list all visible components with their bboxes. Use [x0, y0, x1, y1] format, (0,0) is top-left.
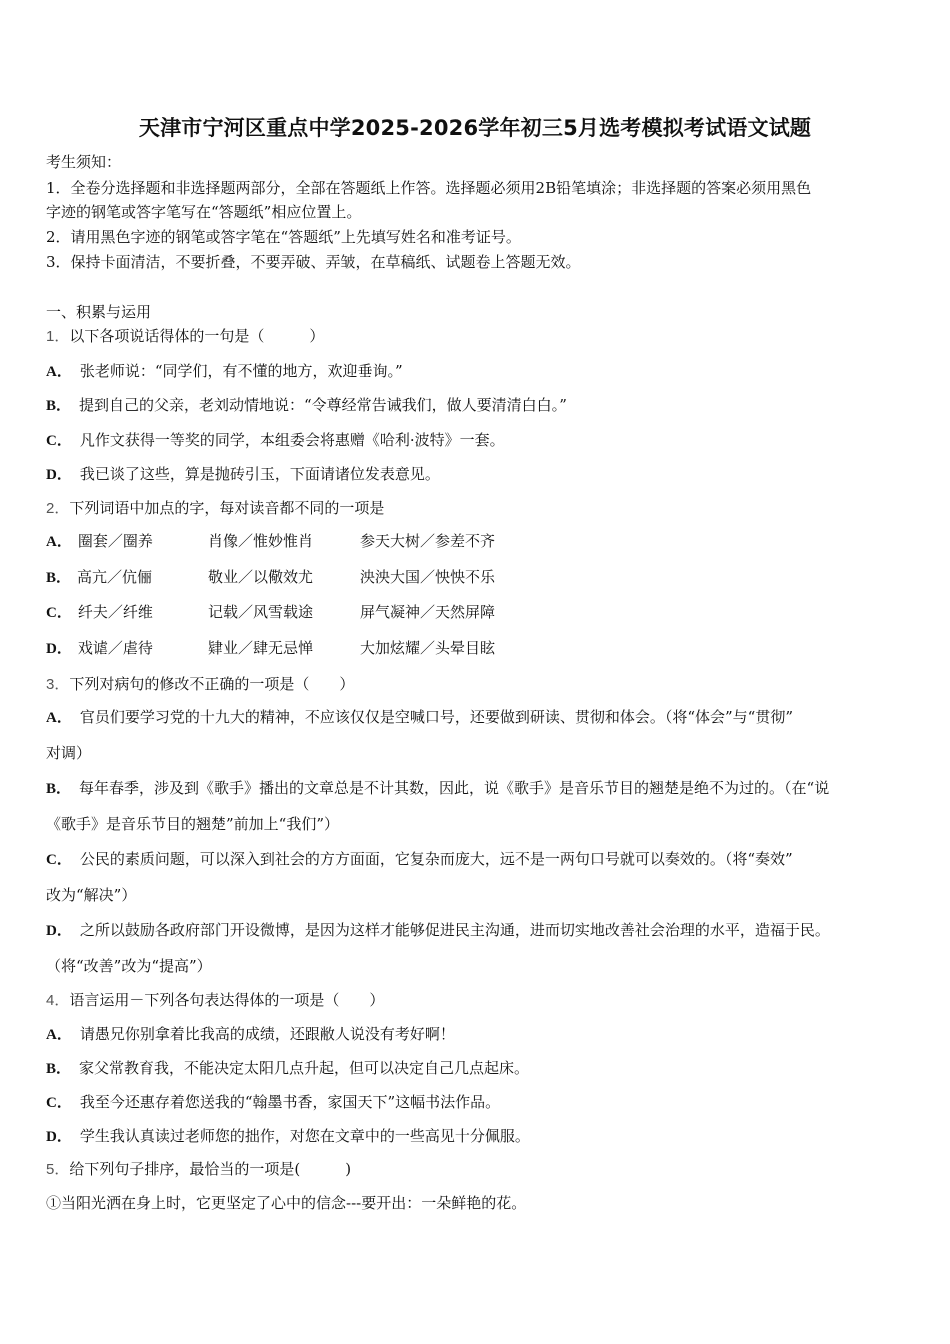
option-label: C． — [46, 433, 72, 449]
q3-option-b — [46, 778, 829, 799]
q2-row-a-col1 — [46, 531, 153, 552]
option-text: 公民的素质问题，可以深入到社会的方方面面，它复杂而庞大，远不是一两句口号就可以奏效的。（将“奏效” — [79, 850, 793, 868]
option-label: C． — [46, 1095, 72, 1111]
option-label: A． — [46, 710, 72, 726]
notice-heading: 考生须知： — [46, 153, 122, 171]
q3-option-c — [46, 849, 793, 870]
option-label: D． — [46, 467, 72, 483]
q1-option-d — [46, 464, 440, 485]
q4-option-a — [46, 1024, 455, 1045]
question-number: 2． — [46, 500, 70, 517]
q3-option-a — [46, 707, 793, 728]
option-label: D． — [46, 1129, 72, 1145]
q2-row-c-col1 — [46, 602, 153, 623]
word-pair: 高亢／伉俪 — [77, 568, 153, 586]
option-text: 提到自己的父亲，老刘动情地说：“令尊经常告诫我们，做人要清清白白。” — [79, 396, 567, 414]
option-text: 我至今还惠存着您送我的“翰墨书香，家国天下”这幅书法作品。 — [79, 1093, 501, 1111]
option-text: 请愚兄你别拿着比我高的成绩，还跟敝人说没有考好啊！ — [79, 1025, 455, 1043]
q3-option-d-cont: （将“改善”改为“提高”） — [46, 957, 212, 975]
q2-row-d-col3: 大加炫耀／头晕目眩 — [360, 639, 496, 657]
q2-row-a-col2: 肖像／惟妙惟肖 — [208, 532, 314, 550]
q1-option-c — [46, 430, 505, 451]
option-label: A． — [46, 534, 72, 550]
q3-option-d — [46, 920, 830, 941]
word-pair: 戏谑／虐待 — [77, 639, 153, 657]
q4-option-d — [46, 1126, 530, 1147]
q3-option-a-cont: 对调） — [46, 744, 92, 762]
option-label: B． — [46, 570, 72, 586]
option-text: 家父常教育我，不能决定太阳几点升起，但可以决定自己几点起床。 — [79, 1059, 530, 1077]
q2-row-b-col3: 泱泱大国／怏怏不乐 — [360, 568, 496, 586]
option-label: B． — [46, 398, 72, 414]
option-label: A． — [46, 364, 72, 380]
notice-item: 3．保持卡面清洁，不要折叠，不要弄破、弄皱，在草稿纸、试题卷上答题无效。 — [46, 253, 581, 271]
question-4-stem — [46, 990, 384, 1011]
question-number: 4． — [46, 992, 70, 1009]
q1-option-a — [46, 361, 403, 382]
option-text: 凡作文获得一等奖的同学，本组委会将惠赠《哈利·波特》一套。 — [79, 431, 505, 449]
option-text: 张老师说：“同学们，有不懂的地方，欢迎垂询。” — [79, 362, 403, 380]
q2-row-b-col1 — [46, 567, 152, 588]
question-text: 给下列句子排序，最恰当的一项是( ) — [69, 1160, 352, 1178]
option-label: B． — [46, 1061, 72, 1077]
question-text: 下列词语中加点的字，每对读音都不同的一项是 — [69, 499, 385, 517]
notice-item: 字迹的钢笔或答字笔写在“答题纸”相应位置上。 — [46, 203, 362, 221]
option-text: 官员们要学习党的十九大的精神，不应该仅仅是空喊口号，还要做到研读、贯彻和体会。（将“体会”与“贯彻” — [79, 708, 794, 726]
question-text: 以下各项说话得体的一句是（ ） — [69, 327, 325, 345]
question-text: 下列对病句的修改不正确的一项是（ ） — [69, 675, 355, 693]
question-5-stem — [46, 1159, 351, 1180]
q1-option-b — [46, 395, 567, 416]
option-label: B． — [46, 781, 72, 797]
q2-row-d-col2: 肄业／肆无忌惮 — [208, 639, 314, 657]
option-label: C． — [46, 605, 72, 621]
option-label: D． — [46, 923, 72, 939]
q3-option-c-cont: 改为“解决”） — [46, 886, 137, 904]
question-1-stem — [46, 326, 324, 347]
q4-option-c — [46, 1092, 500, 1113]
q3-option-b-cont: 《歌手》是音乐节目的翘楚”前加上“我们”） — [46, 815, 340, 833]
q2-row-b-col2: 敬业／以儆效尤 — [208, 568, 314, 586]
word-pair: 圈套／圈养 — [77, 532, 153, 550]
exam-title: 天津市宁河区重点中学2025-2026学年初三5月选考模拟考试语文试题 — [138, 116, 812, 140]
option-label: A． — [46, 1027, 72, 1043]
q5-sentence-1: ①当阳光洒在身上时，它更坚定了心中的信念---要开出：一朵鲜艳的花。 — [46, 1194, 527, 1212]
notice-item: 1．全卷分选择题和非选择题两部分，全部在答题纸上作答。选择题必须用2B铅笔填涂；非选择题的答案必须用黑色 — [46, 179, 812, 197]
question-3-stem — [46, 674, 354, 695]
option-label: D． — [46, 641, 72, 657]
q2-row-c-col2: 记载／风雪载途 — [208, 603, 314, 621]
option-text: 我已谈了这些，算是抛砖引玉，下面请诸位发表意见。 — [79, 465, 440, 483]
question-number: 5． — [46, 1161, 70, 1178]
q2-row-a-col3: 参天大树／参差不齐 — [360, 532, 496, 550]
word-pair: 纤夫／纤维 — [77, 603, 153, 621]
question-2-stem — [46, 498, 384, 519]
question-number: 1． — [46, 328, 70, 345]
q2-row-d-col1 — [46, 638, 153, 659]
option-text: 之所以鼓励各政府部门开设微博，是因为这样才能够促进民主沟通，进而切实地改善社会治理的水平，造福于民。 — [79, 921, 830, 939]
q4-option-b — [46, 1058, 529, 1079]
q2-row-c-col3: 屏气凝神／天然屏障 — [360, 603, 496, 621]
option-label: C． — [46, 852, 72, 868]
option-text: 每年春季，涉及到《歌手》播出的文章总是不计其数，因此，说《歌手》是音乐节目的翘楚是绝不为过的。（在“说 — [79, 779, 830, 797]
notice-item: 2．请用黑色字迹的钢笔或答字笔在“答题纸”上先填写姓名和准考证号。 — [46, 228, 521, 246]
option-text: 学生我认真读过老师您的拙作，对您在文章中的一些高见十分佩服。 — [79, 1127, 530, 1145]
question-number: 3． — [46, 676, 70, 693]
section-heading: 一、积累与运用 — [46, 303, 152, 321]
question-text: 语言运用－下列各句表达得体的一项是（ ） — [69, 991, 385, 1009]
